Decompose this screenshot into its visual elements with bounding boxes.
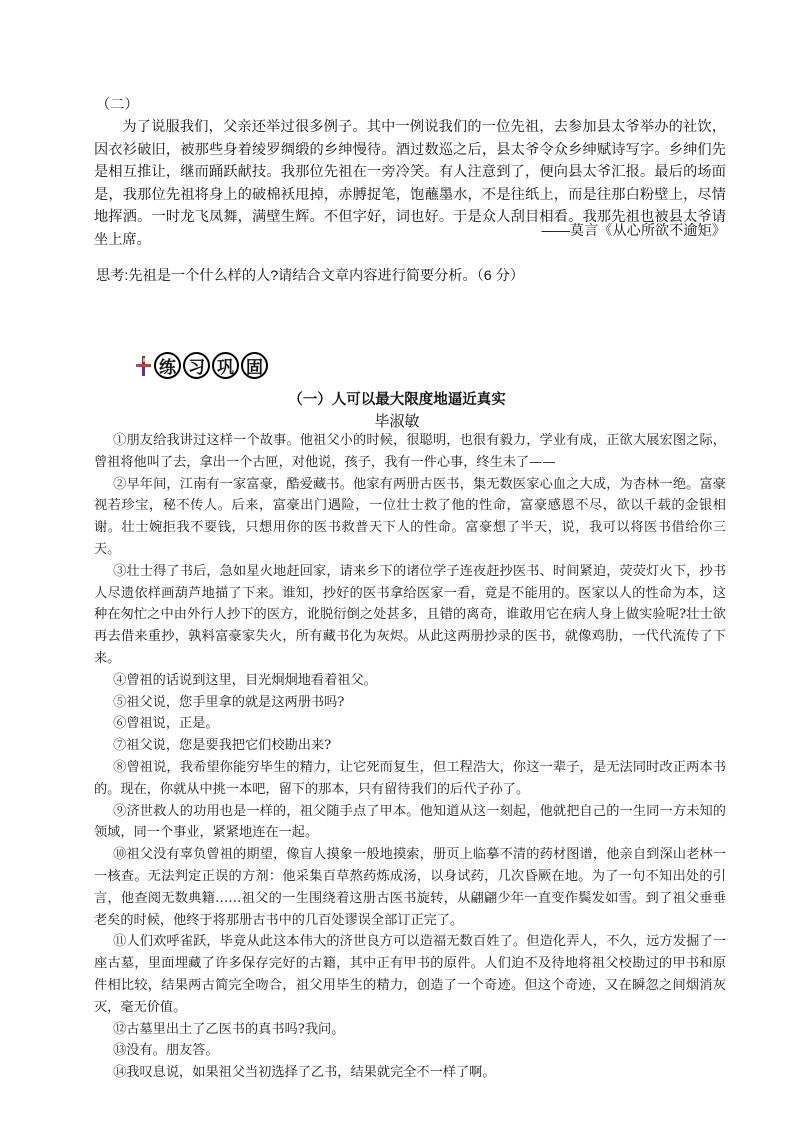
practice-badges: [154, 352, 270, 379]
article-paragraph: ③壮士得了书后，急如星火地赶回家，请来乡下的诸位学子连夜赶抄医书、时间紧迫，荧荧灯火下，抄书人尽遗依样画葫芦地描了下来。谁知，抄好的医书拿给医家一看，竟是不能用的。医家以人的性命为本，这种在匆忙之中由外行人抄下的医方，讹脱衍倒之处甚多，且错的离奇，谁敢用它在病人身上做实验呢?壮士欲再去借来重抄，孰料富豪家失火，所有藏书化为灰烬。从此这两册抄录的医书，就像鸡肋，一代代流传了下来。: [94, 563, 726, 666]
article-title: （一）人可以最大限度地逼近真实: [288, 392, 506, 408]
practice-badge: 巩: [212, 352, 239, 379]
article-paragraph: ⑭我叹息说，如果祖父当初选择了乙书，结果就完全不一样了啊。: [113, 1065, 496, 1081]
article-author: 毕淑敏: [374, 413, 420, 430]
article-body: [94, 430, 726, 1084]
section-heading: （二）: [96, 97, 139, 113]
excerpt-paragraph: 为了说服我们，父亲还举过很多例子。其中一例说我们的一位先祖，去参加县太爷举办的社饮，因衣衫破旧，被那些身着绫罗绸缎的乡绅慢待。酒过数巡之后，县太爷令众乡绅赋诗写字。乡绅们先是相互推让，继而踊跃献技。我那位先祖在一旁冷笑。有人注意到了，便向县太爷汇报。最后的场面是，我那位先祖将身上的破棉袄甩掉，赤膊捉笔，饱蘸墨水，不是往纸上，而是往那白粉壁上，尽情地挥洒。一时龙飞凤舞，满壁生辉。不但字好，词也好。于是众人刮目相看。我那先祖也被县太爷请坐上席。: [94, 119, 726, 248]
article-paragraph: ⑨济世救人的功用也是一样的，祖父随手点了甲本。他知道从这一刻起，他就把自己的一生同一方未知的领域，同一个事业，紧紧地连在一起。: [94, 803, 726, 841]
article-paragraph: ⑬没有。朋友答。: [113, 1043, 219, 1059]
article-paragraph: ⑧曾祖说，我希望你能穷毕生的精力，让它死而复生，但工程浩大，你这一辈子，是无法同时改正两本书的。现在，你就从中挑一本吧，留下的那本，只有留待我们的后代子孙了。: [94, 759, 726, 797]
article-paragraph: ⑤祖父说，您手里拿的就是这两册书吗?: [113, 694, 345, 710]
article-paragraph: ②早年间，江南有一家富豪，酷爱藏书。他家有两册古医书，集无数医家心血之大成，为杏林一绝。富豪视若珍宝，秘不传人。后来，富豪出门遇险，一位壮士救了他的性命，富豪感恩不尽，欲以千载的金银相谢。壮士婉拒我不要钱，只想用你的医书救普天下人的性命。富豪想了半天，说，我可以将医书借给你三天。: [94, 476, 726, 557]
excerpt-source: ——莫言《从心所欲不逾矩》: [541, 223, 726, 239]
practice-badge: 固: [241, 352, 268, 379]
article-paragraph: ⑩祖父没有辜负曾祖的期望，像盲人摸象一般地摸索，册页上临摹不清的药材图谱，他亲自到深山老林一一核查。无法判定正误的方剂：他采集百草熬药炼成汤，以身试药，几次昏厥在地。为了一句不知出处的引言，他查阅无数典籍……祖父的一生围绕着这册古医书旋转，从翩翩少年一直变作鬓发如雪。到了祖父垂垂老矣的时候，他终于将那册古书中的几百处谬误全部订正完了。: [94, 847, 726, 928]
article-paragraph: ④曾祖的话说到这里，目光炯炯地看着祖父。: [113, 672, 377, 688]
article-paragraph: ⑦祖父说，您是要我把它们校勘出来?: [113, 738, 332, 754]
practice-header: [136, 352, 270, 379]
practice-badge: 习: [183, 352, 210, 379]
article-paragraph: ⑪人们欢呼雀跃，毕竟从此这本伟大的济世良方可以造福无数百姓了。但造化弄人，不久，远方发掘了一座古墓，里面埋藏了许多保存完好的古籍，其中正有甲书的原件。人们迫不及待地将祖父校勘过的甲书和原件相比较，结果两古简完全吻合，祖父用毕生的精力，创造了一个奇迹。但这个奇迹，又在瞬忽之间烟消灰灭，毫无价值。: [94, 934, 726, 1015]
article-paragraph: ⑥曾祖说，正是。: [113, 716, 219, 732]
practice-badge: 练: [154, 352, 181, 379]
article-paragraph: ⑫古墓里出土了乙医书的真书吗?我问。: [113, 1021, 345, 1037]
sparkle-icon: [136, 356, 152, 376]
article-paragraph: ①朋友给我讲过这样一个故事。他祖父小的时候，很聪明，也很有毅力，学业有成，正欲大展宏图之际，曾祖将他叫了去，拿出一个古匣，对他说，孩子，我有一件心事，终生未了——: [94, 433, 726, 470]
question-text: 思考:先祖是一个什么样的人?请结合文章内容进行简要分析。（6 分）: [96, 268, 525, 284]
